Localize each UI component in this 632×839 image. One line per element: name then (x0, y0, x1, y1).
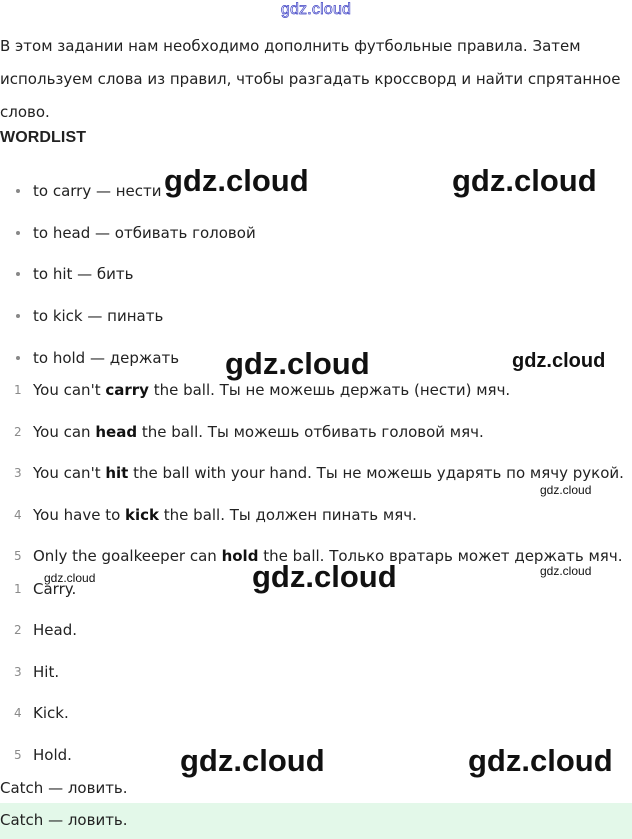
bullet-icon (16, 189, 20, 193)
watermark: gdz.cloud (468, 743, 613, 778)
answer-word: kick (125, 506, 160, 524)
watermark: gdz.cloud (452, 163, 597, 198)
watermark: gdz.cloud (180, 743, 325, 778)
bullet-icon (16, 314, 20, 318)
answer-highlight-text: Catch — ловить. (0, 811, 128, 829)
answer-word: head (95, 423, 138, 441)
task-description: В этом задании нам необходимо дополнить футбольные правила. Затем используем слова из правил, чтобы разгадать кроссворд и найти спрятанное слово. (0, 37, 621, 121)
bullet-icon (16, 231, 20, 235)
watermark: gdz.cloud (540, 564, 592, 578)
answer-word: hit (105, 464, 129, 482)
answer-highlight (0, 803, 632, 839)
bullet-icon (16, 272, 20, 276)
top-watermark: gdz.cloud (280, 1, 352, 18)
watermark: gdz.cloud (540, 483, 592, 497)
hidden-word: Catch — ловить. (0, 779, 128, 797)
answer-word: hold (221, 547, 259, 565)
bullet-icon (16, 356, 20, 360)
watermark: gdz.cloud (512, 350, 606, 372)
watermark: gdz.cloud (44, 571, 96, 585)
wordlist-heading: WORDLIST (0, 129, 87, 146)
watermark: gdz.cloud (164, 163, 309, 198)
watermark: gdz.cloud (252, 559, 397, 594)
answer-word: carry (105, 381, 149, 399)
watermark: gdz.cloud (225, 346, 370, 381)
